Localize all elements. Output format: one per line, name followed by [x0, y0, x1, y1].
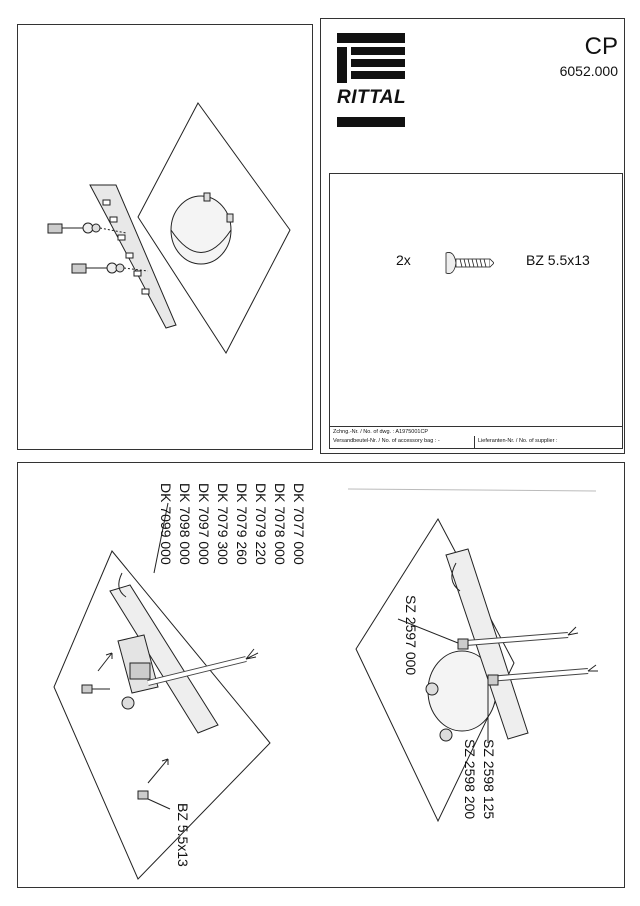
panel-bottom: [17, 462, 625, 888]
drawing-number: Zchng.-Nr. / No. of dwg. : A1975001CP: [333, 429, 429, 435]
dk-label: DK 7078 000: [272, 483, 288, 565]
sz-2598-label: SZ 2598 125: [481, 739, 497, 820]
screw-icon: [444, 250, 494, 276]
quantity: 2x: [396, 252, 411, 268]
sz-2597-label: SZ 2597 000: [403, 595, 419, 676]
panel-top-left: [17, 24, 313, 450]
sz-2597-callout: [401, 595, 420, 675]
dk-labels: [156, 483, 308, 565]
panel-top-right: [320, 18, 625, 454]
screw-callout: [173, 803, 192, 867]
article-number: 6052.000: [559, 63, 618, 79]
part-label: BZ 5.5x13: [526, 252, 590, 268]
accessory-bag-number: Versandbeutel-Nr. / No. of accessory bag : -: [333, 438, 440, 444]
product-code: CP: [584, 33, 618, 60]
footer-strip: [330, 426, 622, 449]
screw-callout-label: BZ 5.5x13: [175, 803, 191, 867]
dk-label: DK 7099 000: [158, 483, 174, 565]
right-assembly-illustration: [338, 463, 618, 889]
dk-label: DK 7098 000: [177, 483, 193, 565]
dk-label: DK 7097 000: [196, 483, 212, 565]
accessory-box: [329, 173, 623, 449]
dk-label: DK 7079 260: [234, 483, 250, 565]
brand-logo-text: RITTAL: [337, 87, 407, 108]
sz-2598-label: SZ 2598 200: [462, 739, 478, 820]
dk-label: DK 7077 000: [291, 483, 307, 565]
sz-2598-callout: [460, 739, 498, 819]
dk-label: DK 7079 300: [215, 483, 231, 565]
dk-label: DK 7079 220: [253, 483, 269, 565]
mounting-plate-illustration: [18, 25, 314, 451]
rittal-logo-icon: [337, 33, 409, 129]
supplier-number: Lieferanten-Nr. / No. of supplier :: [478, 438, 558, 444]
